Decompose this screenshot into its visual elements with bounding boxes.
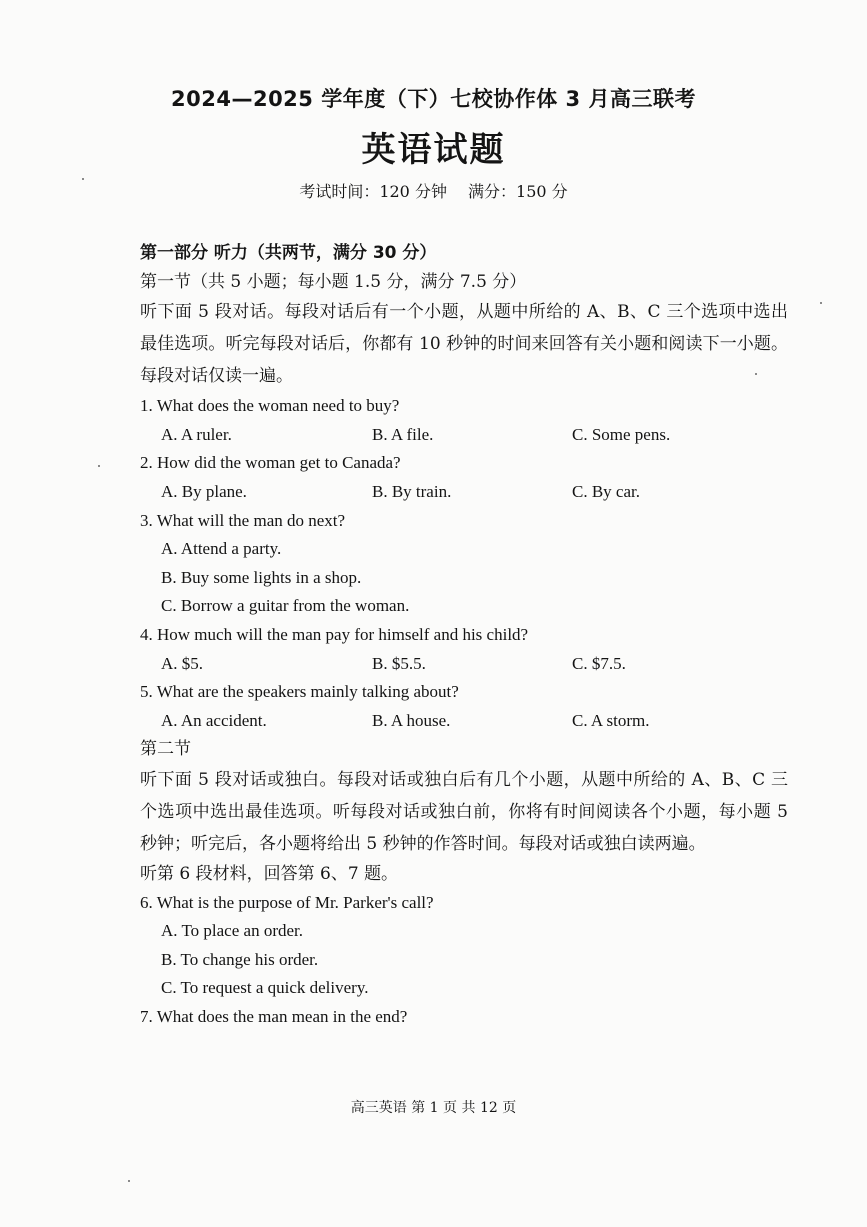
scan-speck bbox=[98, 465, 100, 467]
question-2-options bbox=[140, 478, 788, 507]
question-4-option-c: C. $7.5. bbox=[572, 653, 626, 673]
question-2-option-b: B. By train. bbox=[372, 481, 452, 501]
question-6-stem: 6. What is the purpose of Mr. Parker's call? bbox=[140, 892, 434, 912]
question-4-options bbox=[140, 650, 788, 679]
question-1-options bbox=[140, 421, 788, 450]
exam-score: 满分：150 分 bbox=[468, 182, 568, 201]
section1-heading: 第一节（共 5 小题；每小题 1.5 分，满分 7.5 分） bbox=[140, 271, 527, 292]
question-5-option-b: B. A house. bbox=[372, 710, 451, 730]
material6-note: 听第 6 段材料，回答第 6、7 题。 bbox=[140, 863, 399, 884]
question-5-option-c: C. A storm. bbox=[572, 710, 650, 730]
section1-instructions: 听下面 5 段对话。每段对话后有一个小题，从题中所给的 A、B、C 三个选项中选出最佳选项。听完每段对话后，你都有 10 秒钟的时间来回答有关小题和阅读下一小题。每段对话仅读一遍。 bbox=[140, 302, 788, 387]
question-1-option-a: A. A ruler. bbox=[161, 424, 232, 444]
scan-speck bbox=[820, 302, 822, 304]
question-4-option-a: A. $5. bbox=[161, 653, 204, 673]
question-1-option-b: B. A file. bbox=[372, 424, 434, 444]
question-3-option-b: B. Buy some lights in a shop. bbox=[161, 567, 362, 587]
question-5-option-a: A. An accident. bbox=[161, 710, 267, 730]
exam-time: 考试时间：120 分钟 bbox=[299, 182, 447, 201]
question-4-option-b: B. $5.5. bbox=[372, 653, 426, 673]
part1-heading: 第一部分 听力（共两节，满分 30 分） bbox=[140, 243, 437, 263]
question-3-option-c: C. Borrow a guitar from the woman. bbox=[161, 596, 410, 616]
question-3-option-a: A. Attend a party. bbox=[161, 539, 282, 559]
scan-speck bbox=[82, 178, 84, 180]
section2-instructions: 听下面 5 段对话或独白。每段对话或独白后有几个小题，从题中所给的 A、B、C 三个选项中选出最佳选项。听每段对话或独白前，你将有时间阅读各个小题，每小题 5 秒钟；听完后，各小题将给出 5 秒钟的作答时间。每段对话或独白读两遍。 bbox=[140, 769, 788, 854]
question-4-stem: 4. How much will the man pay for himself and his child? bbox=[140, 624, 529, 644]
exam-meta bbox=[0, 179, 867, 202]
question-6-option-a: A. To place an order. bbox=[161, 921, 304, 941]
question-2-option-a: A. By plane. bbox=[161, 481, 247, 501]
question-5-stem: 5. What are the speakers mainly talking about? bbox=[140, 682, 459, 702]
scan-speck bbox=[128, 1180, 130, 1182]
section2-heading: 第二节 bbox=[140, 739, 191, 760]
question-3-stem: 3. What will the man do next? bbox=[140, 510, 346, 530]
exam-title: 英语试题 bbox=[361, 130, 506, 170]
question-1-option-c: C. Some pens. bbox=[572, 424, 671, 444]
question-1-stem: 1. What does the woman need to buy? bbox=[140, 396, 400, 416]
exam-header: 2024—2025 学年度（下）七校协作体 3 月高三联考 bbox=[171, 87, 696, 111]
question-5-options bbox=[140, 707, 788, 736]
question-6-option-c: C. To request a quick delivery. bbox=[161, 978, 369, 998]
question-2-stem: 2. How did the woman get to Canada? bbox=[140, 453, 401, 473]
question-7-stem: 7. What does the man mean in the end? bbox=[140, 1006, 408, 1026]
page-footer: 高三英语 第 1 页 共 12 页 bbox=[350, 1100, 517, 1116]
exam-body bbox=[140, 239, 788, 1031]
question-2-option-c: C. By car. bbox=[572, 481, 640, 501]
scan-speck bbox=[755, 373, 757, 375]
question-6-option-b: B. To change his order. bbox=[161, 949, 319, 969]
